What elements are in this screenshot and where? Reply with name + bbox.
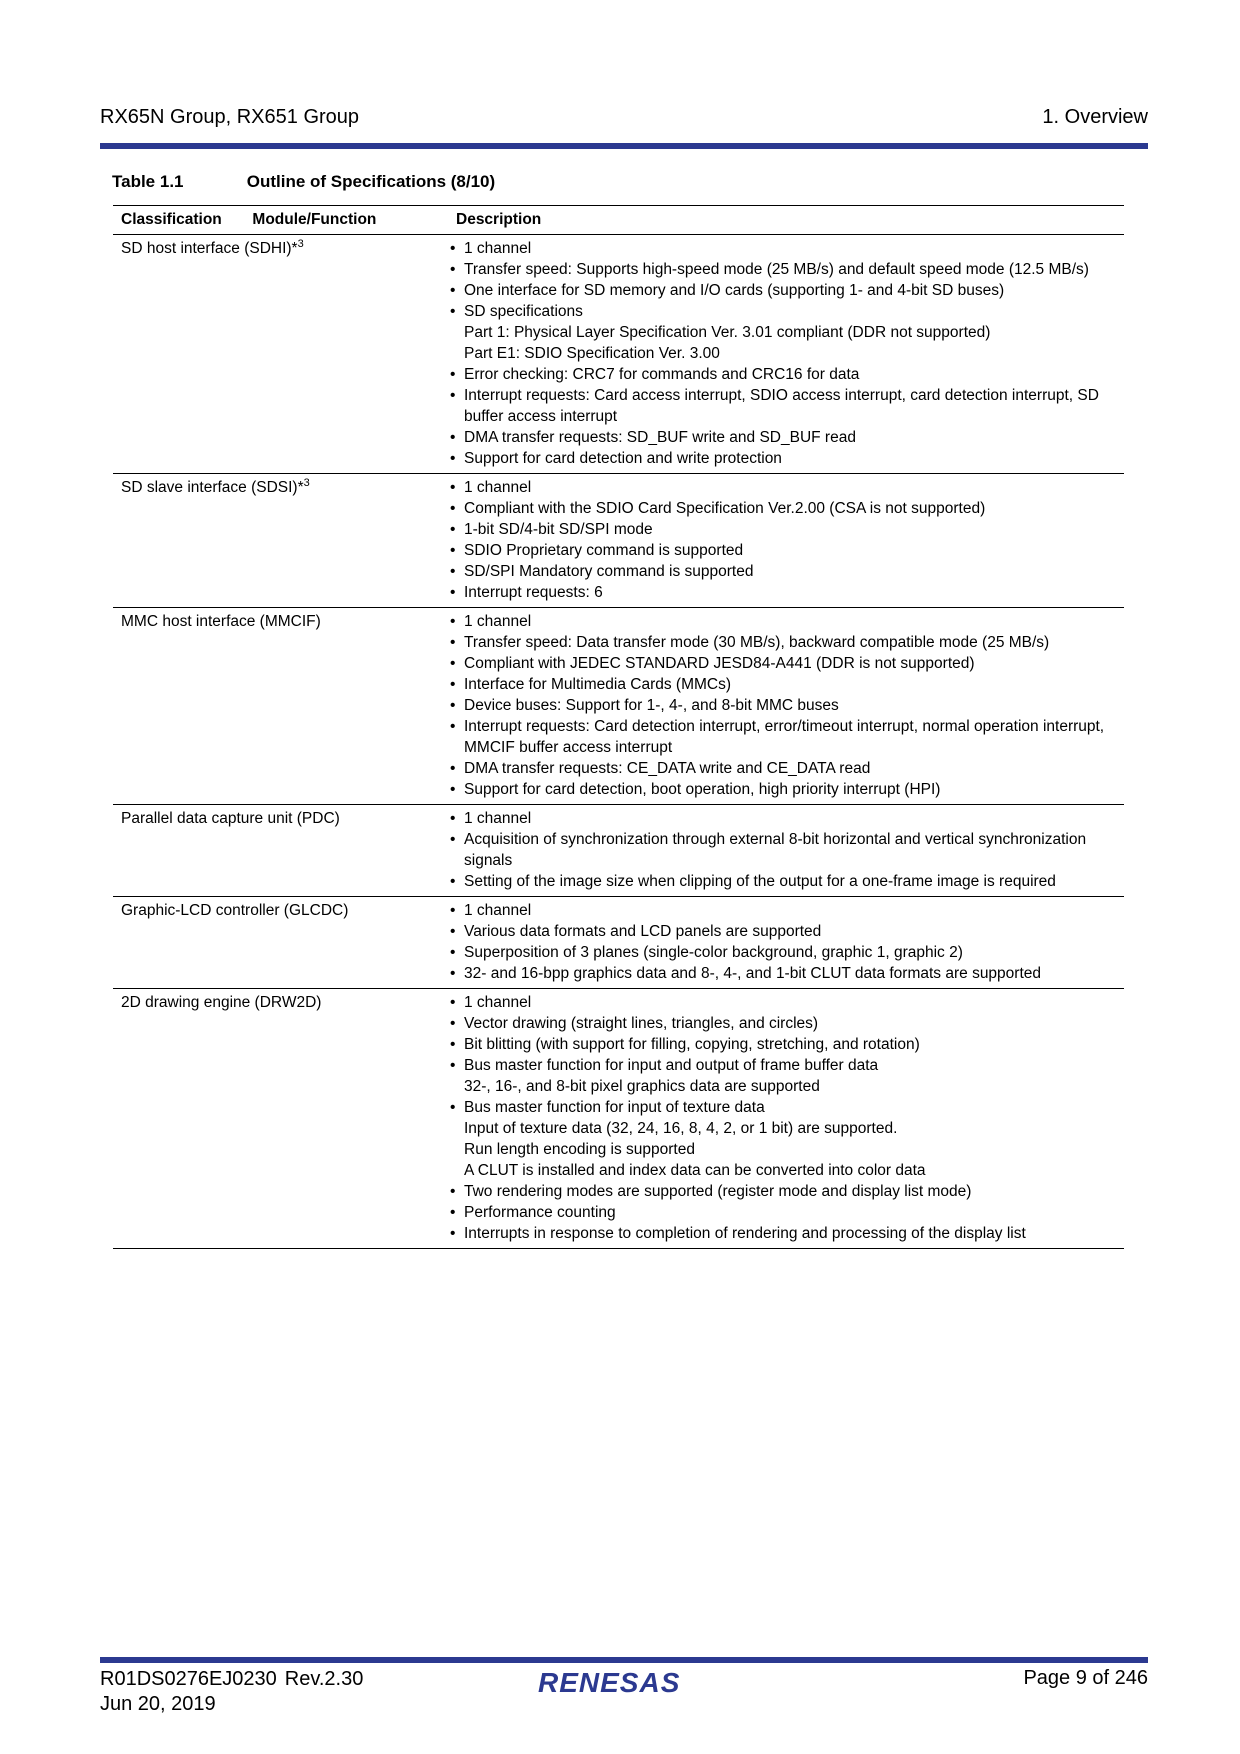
bullet-list [448, 900, 1124, 984]
table-row [113, 897, 1124, 989]
bullet-text: • One interface for SD memory and I/O cards (supporting 1- and 4-bit SD buses) [464, 282, 1005, 299]
bullet-item [448, 385, 1124, 427]
module-name: SD slave interface (SDSI)* [121, 479, 304, 496]
module-cell [113, 474, 448, 608]
bullet-text: • Device buses: Support for 1-, 4-, and 8-bit MMC buses [464, 697, 839, 714]
bullet-item [448, 1055, 1124, 1097]
table-row [113, 805, 1124, 897]
bullet-text: • Bus master function for input and output of frame buffer data [464, 1057, 879, 1074]
bullet-text: • 1 channel [464, 613, 532, 630]
bullet-text: • Vector drawing (straight lines, triangles, and circles) [464, 1015, 819, 1032]
bullet-text: • 1 channel [464, 240, 532, 257]
bullet-text: • Superposition of 3 planes (single-color background, graphic 1, graphic 2) [464, 944, 963, 961]
table-header-row [113, 206, 1124, 235]
bullet-item [448, 611, 1124, 632]
bullet-subtext: Run length encoding is supported [464, 1141, 695, 1158]
bullet-item [448, 1181, 1124, 1202]
footnote-marker: 3 [303, 476, 310, 489]
renesas-logo-text: RENESAS [538, 1668, 681, 1698]
bullet-text: • Compliant with the SDIO Card Specification Ver.2.00 (CSA is not supported) [464, 500, 986, 517]
description-cell [448, 805, 1124, 897]
bullet-item [448, 871, 1124, 892]
bullet-item [448, 758, 1124, 779]
bullet-item [448, 1034, 1124, 1055]
description-cell [448, 474, 1124, 608]
revision: Rev.2.30 [284, 1668, 364, 1690]
bullet-text: • Support for card detection, boot operation, high priority interrupt (HPI) [464, 781, 941, 798]
bullet-text: • 1-bit SD/4-bit SD/SPI mode [464, 521, 653, 538]
bullet-item [448, 448, 1124, 469]
header-section: 1. Overview [1042, 106, 1148, 128]
bullet-list [448, 992, 1124, 1244]
bullet-text: • 1 channel [464, 479, 532, 496]
bullet-item [448, 540, 1124, 561]
table-caption [112, 172, 495, 192]
bullet-item [448, 921, 1124, 942]
table-row [113, 235, 1124, 474]
bullet-item [448, 808, 1124, 829]
bullet-item [448, 942, 1124, 963]
bullet-text: • Performance counting [464, 1204, 616, 1221]
bullet-text: • SD specifications [464, 303, 583, 320]
module-name: Graphic-LCD controller (GLCDC) [121, 902, 349, 919]
bullet-item [448, 582, 1124, 603]
bullet-item [448, 364, 1124, 385]
bullet-text: • Interrupt requests: Card detection interrupt, error/timeout interrupt, normal operation interrupt, MMCIF buffer access interrupt [464, 718, 1105, 756]
column-header-description: Description [448, 206, 1124, 235]
doc-date: Jun 20, 2019 [100, 1693, 216, 1715]
bullet-text: • Interrupts in response to completion of rendering and processing of the display list [464, 1225, 1026, 1242]
bullet-subtext: Input of texture data (32, 24, 16, 8, 4, 2, or 1 bit) are supported. [464, 1120, 898, 1137]
bullet-item [448, 632, 1124, 653]
module-cell [113, 805, 448, 897]
bullet-item [448, 1013, 1124, 1034]
bullet-text: • SDIO Proprietary command is supported [464, 542, 744, 559]
bullet-text: • Two rendering modes are supported (register mode and display list mode) [464, 1183, 972, 1200]
description-cell [448, 608, 1124, 805]
bullet-text: • 1 channel [464, 810, 532, 827]
bullet-item [448, 477, 1124, 498]
table-body [113, 235, 1124, 1249]
table-row [113, 989, 1124, 1249]
bullet-item [448, 1223, 1124, 1244]
module-name: SD host interface (SDHI)* [121, 240, 298, 257]
table-row [113, 608, 1124, 805]
module-name: Parallel data capture unit (PDC) [121, 810, 340, 827]
bullet-text: • Various data formats and LCD panels are supported [464, 923, 822, 940]
bullet-subtext: Part 1: Physical Layer Specification Ver. 3.01 compliant (DDR not supported) [464, 324, 991, 341]
bullet-text: • 1 channel [464, 902, 532, 919]
description-cell [448, 989, 1124, 1249]
spec-table [113, 205, 1124, 1249]
bullet-list [448, 477, 1124, 603]
bullet-text: • Interrupt requests: 6 [464, 584, 603, 601]
footer-doc-info [100, 1667, 363, 1717]
bullet-subtext: A CLUT is installed and index data can be converted into color data [464, 1162, 926, 1179]
module-cell [113, 608, 448, 805]
footnote-marker: 3 [297, 237, 304, 250]
bullet-subtext: Part E1: SDIO Specification Ver. 3.00 [464, 345, 720, 362]
table-title: Outline of Specifications (8/10) [246, 172, 496, 191]
bullet-item [448, 1202, 1124, 1223]
bullet-list [448, 611, 1124, 800]
bullet-text: • DMA transfer requests: SD_BUF write and SD_BUF read [464, 429, 856, 446]
bullet-item [448, 963, 1124, 984]
module-name: 2D drawing engine (DRW2D) [121, 994, 322, 1011]
bullet-item [448, 498, 1124, 519]
column-header-classification [113, 206, 448, 235]
bullet-text: • 32- and 16-bpp graphics data and 8-, 4-, and 1-bit CLUT data formats are supported [464, 965, 1042, 982]
bullet-subtext: 32-, 16-, and 8-bit pixel graphics data are supported [464, 1078, 820, 1095]
bullet-text: • Transfer speed: Supports high-speed mode (25 MB/s) and default speed mode (12.5 MB/s) [464, 261, 1089, 278]
bullet-text: • Error checking: CRC7 for commands and CRC16 for data [464, 366, 860, 383]
module-cell [113, 235, 448, 474]
description-cell [448, 897, 1124, 989]
bullet-item [448, 716, 1124, 758]
bullet-item [448, 992, 1124, 1013]
bullet-item [448, 561, 1124, 582]
bullet-text: • Compliant with JEDEC STANDARD JESD84-A441 (DDR is not supported) [464, 655, 975, 672]
table-row [113, 474, 1124, 608]
bullet-text: • Interrupt requests: Card access interrupt, SDIO access interrupt, card detection interrupt, SD buffer access interrupt [464, 387, 1099, 425]
module-label: Module/Function [252, 211, 377, 228]
bullet-item [448, 280, 1124, 301]
bullet-item [448, 653, 1124, 674]
bullet-item [448, 259, 1124, 280]
bullet-text: • 1 channel [464, 994, 532, 1011]
page-number: Page 9 of 246 [1023, 1667, 1148, 1689]
classification-label: Classification [121, 211, 222, 228]
bullet-item [448, 674, 1124, 695]
bullet-item [448, 301, 1124, 364]
bullet-text: • Support for card detection and write protection [464, 450, 782, 467]
bullet-list [448, 808, 1124, 892]
bullet-item [448, 519, 1124, 540]
bullet-text: • Transfer speed: Data transfer mode (30 MB/s), backward compatible mode (25 MB/s) [464, 634, 1050, 651]
bullet-text: • SD/SPI Mandatory command is supported [464, 563, 754, 580]
bullet-text: • Acquisition of synchronization through external 8-bit horizontal and vertical synchronization signals [464, 831, 1087, 869]
renesas-logo [538, 1668, 718, 1703]
bullet-list [448, 238, 1124, 469]
header-divider [100, 143, 1148, 149]
bullet-item [448, 829, 1124, 871]
footer-divider [100, 1657, 1148, 1663]
bullet-item [448, 427, 1124, 448]
description-cell [448, 235, 1124, 474]
bullet-item [448, 238, 1124, 259]
header-title: RX65N Group, RX651 Group [100, 106, 360, 128]
bullet-text: • Bit blitting (with support for filling, copying, stretching, and rotation) [464, 1036, 920, 1053]
bullet-text: • DMA transfer requests: CE_DATA write and CE_DATA read [464, 760, 871, 777]
doc-number: R01DS0276EJ0230 [100, 1668, 277, 1690]
bullet-item [448, 1097, 1124, 1181]
module-cell [113, 897, 448, 989]
bullet-text: • Bus master function for input of texture data [464, 1099, 765, 1116]
bullet-text: • Interface for Multimedia Cards (MMCs) [464, 676, 732, 693]
bullet-item [448, 695, 1124, 716]
bullet-item [448, 900, 1124, 921]
bullet-text: • Setting of the image size when clipping of the output for a one-frame image is required [464, 873, 1056, 890]
table-number: Table 1.1 [112, 172, 184, 191]
bullet-item [448, 779, 1124, 800]
module-name: MMC host interface (MMCIF) [121, 613, 321, 630]
module-cell [113, 989, 448, 1249]
